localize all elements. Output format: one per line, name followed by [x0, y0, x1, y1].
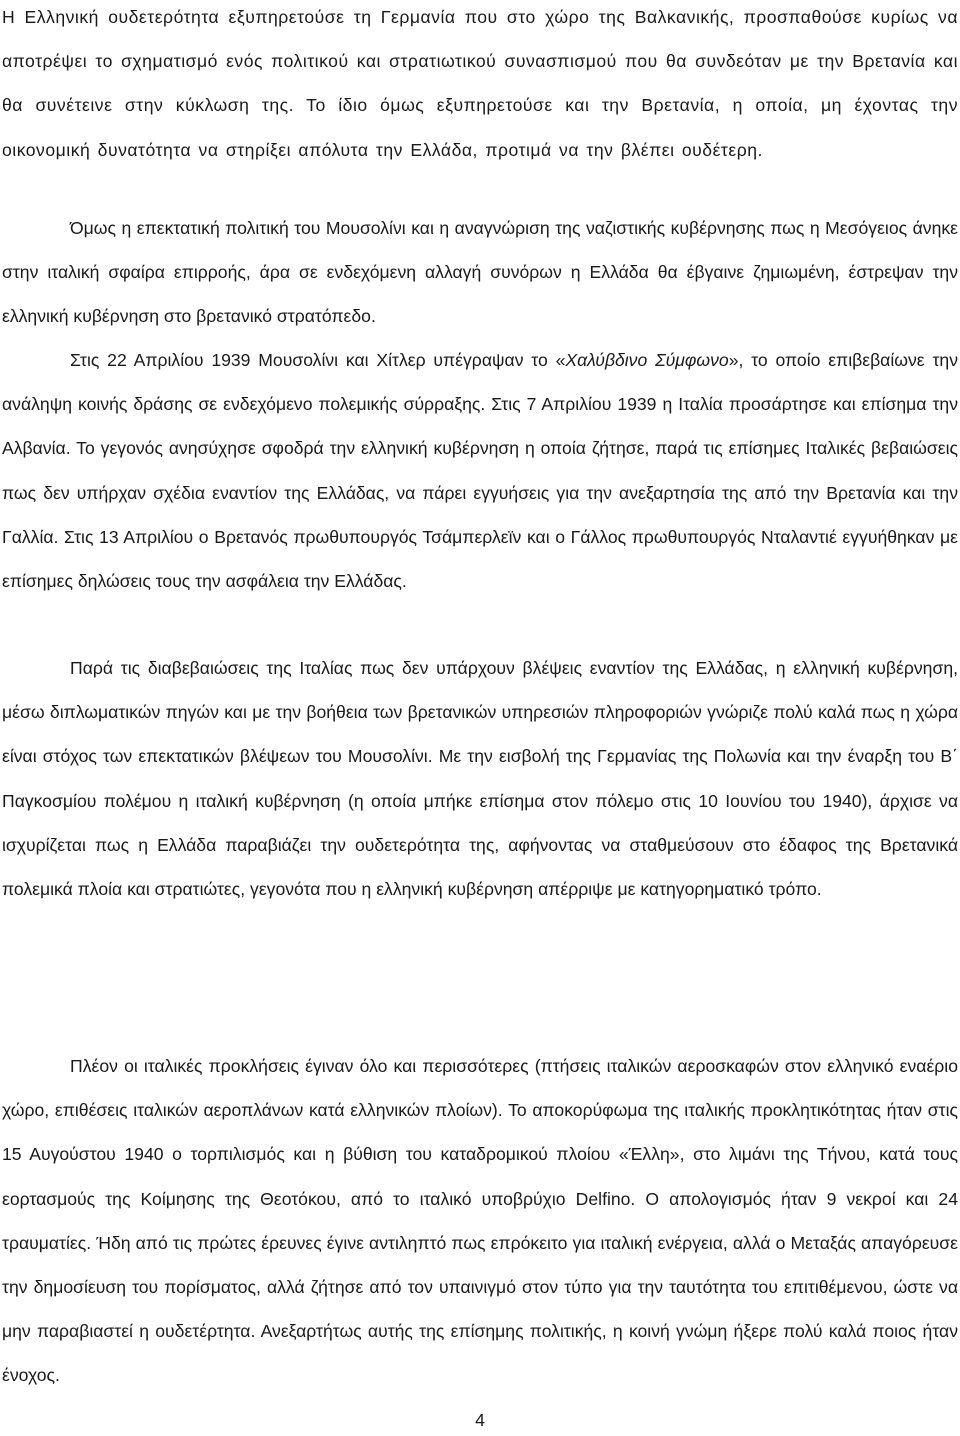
paragraph-3: [2, 338, 958, 603]
page-number: 4: [475, 1410, 485, 1430]
paragraph-2: Όμως η επεκτατική πολιτική του Μουσολίνι και η αναγνώριση της ναζιστικής κυβέρνησης πως η Μεσόγειος άνηκε στην ιταλική σφαίρα επιρροής, άρα σε ενδεχόμενη αλλαγή συνόρων η Ελλάδα θα έβγαινε ζημιωμένη, έστρεψαν την ελληνική κυβέρνηση στο βρετανικό στρατόπεδο.: [2, 218, 958, 327]
paragraph-5: Πλέον οι ιταλικές προκλήσεις έγιναν όλο και περισσότερες (πτήσεις ιταλικών αεροσκαφών στον ελληνικό εναέριο χώρο, επιθέσεις ιταλικών αεροπλάνων κατά ελληνικών πλοίων). Το αποκορύφωμα της ιταλικής προκλητικότητας ήταν στις 15 Αυγούστου 1940 ο τορπιλισμός και η βύθιση του καταδρομικού πλοίου «Έλλη», στο λιμάνι της Τήνου, κατά τους εορτασμούς της Κοίμησης της Θεοτόκου, από το ιταλικό υποβρύχιο Delfino. Ο απολογισμός ήταν 9 νεκροί και 24 τραυματίες. Ήδη από τις πρώτες έρευνες έγινε αντιληπτό πως επρόκειτο για ιταλική ενέργεια, αλλά ο Μεταξάς απαγόρευσε την δημοσίευση του πορίσματος, αλλά ζήτησε από τον υπαινιγμό στον τύπο για την ταυτότητα του επιτιθέμενου, ώστε να μην παραβιαστεί η ουδετέρτητα. Ανεξαρτήτως αυτής της επίσημης πολιτικής, η κοινή γνώμη ήξερε πολύ καλά ποιος ήταν ένοχος.: [2, 1056, 958, 1386]
pact-name: Χαλύβδινο Σύμφωνο: [565, 350, 729, 370]
paragraph-3-before: Στις 22 Απριλίου 1939 Μουσολίνι και Χίτλερ υπέγραψαν το «: [70, 350, 566, 370]
paragraph-3-after: », το οποίο επιβεβαίωνε την ανάληψη κοινής δράσης σε ενδεχόμενο πολεμικής σύρραξης. Στις 7 Απριλίου 1939 η Ιταλία προσάρτησε και επίσημα την Αλβανία. Το γεγονός ανησύχησε σφοδρά την ελληνική κυβέρνηση η οποία ζήτησε, παρά τις επίσημες Ιταλικές βεβαιώσεις πως δεν υπήρχαν σχέδια εναντίον της Ελλάδας, να πάρει εγγυήσεις για την ανεξαρτησία της από την Βρετανία και την Γαλλία. Στις 13 Απριλίου ο Βρετανός πρωθυπουργός Τσάμπερλεϊν και ο Γάλλος πρωθυπουργός Νταλαντιέ εγγυήθηκαν με επίσημες δηλώσεις τους την ασφάλεια την Ελλάδας.: [2, 350, 958, 592]
paragraph-4: Παρά τις διαβεβαιώσεις της Ιταλίας πως δεν υπάρχουν βλέψεις εναντίον της Ελλάδας, η ελληνική κυβέρνηση, μέσω διπλωματικών πηγών και με την βοήθεια των βρετανικών υπηρεσιών πληροφοριών γνώριζε πολύ καλά πως η χώρα είναι στόχος των επεκτατικών βλέψεων του Μουσολίνι. Με την εισβολή της Γερμανίας της Πολωνία και την έναρξη του Β΄ Παγκοσμίου πολέμου η ιταλική κυβέρνηση (η οποία μπήκε επίσημα στον πόλεμο στις 10 Ιουνίου του 1940), άρχισε να ισχυρίζεται πως η Ελλάδα παραβιάζει την ουδετερότητα της, αφήνοντας να σταθμεύσουν στο έδαφος της Βρετανικά πολεμικά πλοία και στρατιώτες, γεγονότα που η ελληνική κυβέρνηση απέρριψε με κατηγορηματικό τρόπο.: [2, 658, 958, 900]
paragraph-1: Η Ελληνική ουδετερότητα εξυπηρετούσε τη Γερμανία που στο χώρο της Βαλκανικής, προσπαθούσε κυρίως να αποτρέψει το σχηματισμό ενός πολιτικού και στρατιωτικού συνασπισμού που θα συνδεόταν με την Βρετανία και θα συνέτεινε στην κύκλωση της. Το ίδιο όμως εξυπηρετούσε και την Βρετανία, η οποία, μη έχοντας την οικονομική δυνατότητα να στηρίξει απόλυτα την Ελλάδα, προτιμά να την βλέπει ουδέτερη.: [2, 7, 958, 160]
